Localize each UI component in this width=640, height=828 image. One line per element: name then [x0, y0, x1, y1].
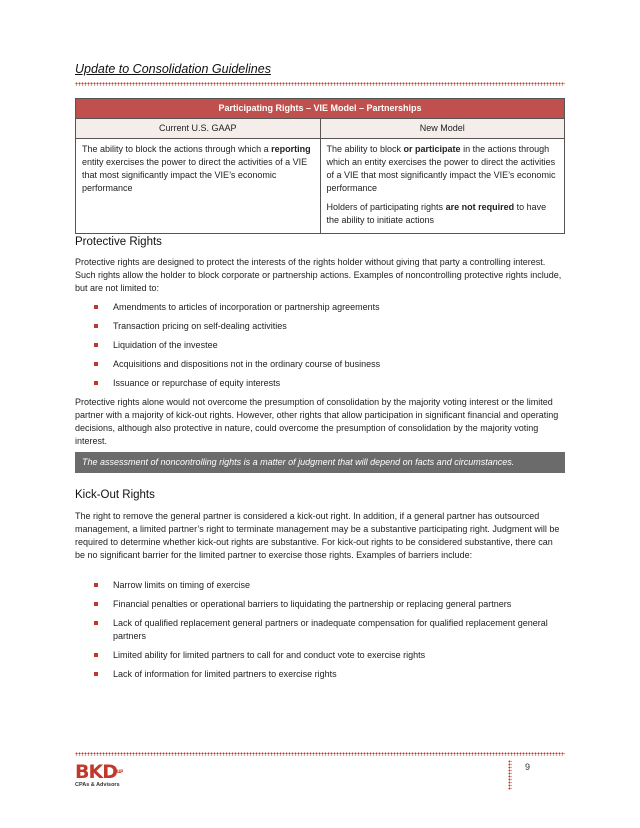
page-number: 9 — [525, 762, 531, 772]
new-model-text-2: Holders of participating rights are not required to have the ability to initiate actions — [326, 202, 547, 225]
logo-wordmark: BKDLLP — [75, 761, 123, 783]
bullet-icon — [94, 653, 98, 657]
bullet-icon — [94, 305, 98, 309]
bullet-icon — [94, 602, 98, 606]
header-dotted-rule — [75, 82, 565, 86]
list-item: Lack of information for limited partners to exercise rights — [75, 668, 565, 681]
list-item: Financial penalties or operational barriers to liquidating the partnership or replacing general partners — [75, 598, 565, 611]
new-model-cell — [320, 139, 565, 234]
bullet-icon — [94, 362, 98, 366]
bullet-icon — [94, 324, 98, 328]
current-gaap-text: The ability to block the actions through which a reporting entity exercises the power to direct the activities of a VIE that most significantly impact the VIE’s economic performance — [82, 144, 311, 193]
bkd-logo — [75, 762, 122, 788]
participating-rights-table — [75, 98, 565, 234]
new-model-text-1: The ability to block or participate in the actions through which an entity exercises the power to direct the activities of a VIE that most significantly impact the VIE’s economic performance — [326, 144, 556, 193]
protective-rights-intro: Protective rights are designed to protect the interests of the rights holder without giving that party a controlling interest. Such rights allow the holder to block corporate or partnership actions. Examples of noncontrolling protective rights include, but are not limited to: — [75, 257, 562, 293]
bullet-icon — [94, 672, 98, 676]
footer-dotted-rule — [75, 752, 565, 756]
list-item: Lack of qualified replacement general partners or inadequate compensation for qualified replacement general partners — [75, 617, 565, 643]
logo-tagline: CPAs & Advisors — [75, 782, 120, 788]
footer-vertical-dots — [508, 760, 512, 790]
protective-rights-heading: Protective Rights — [75, 236, 162, 248]
page-title: Update to Consolidation Guidelines — [75, 62, 271, 76]
kick-out-rights-heading: Kick-Out Rights — [75, 489, 155, 501]
column-header-new-model: New Model — [320, 119, 565, 139]
table-caption: Participating Rights – VIE Model – Partnerships — [76, 99, 565, 119]
kick-out-barriers-list — [75, 579, 565, 687]
list-item: Transaction pricing on self-dealing activities — [75, 320, 565, 333]
list-item: Narrow limits on timing of exercise — [75, 579, 565, 592]
current-gaap-cell — [76, 139, 321, 234]
kick-out-rights-intro: The right to remove the general partner is considered a kick-out right. In addition, if a general partner has outsourced management, a limited partner’s right to terminate management may be a substantive participating right. Judgment will be required to determine whether kick-out rights are substantive. For kick-out rights to be considered substantive, there can be no significant barrier for the limited partner to exercise those rights. Examples of barriers include: — [75, 511, 560, 560]
column-header-current-gaap: Current U.S. GAAP — [76, 119, 321, 139]
protective-rights-closing: Protective rights alone would not overcome the presumption of consolidation by the majority voting interest or the limited partner with a majority of kick-out rights. However, other rights that allow participation in significant financial and operating decisions, although also protective in nature, could overcome the presumption of consolidation by the majority voting interest. — [75, 397, 559, 446]
list-item: Liquidation of the investee — [75, 339, 565, 352]
bullet-icon — [94, 381, 98, 385]
list-item: Acquisitions and dispositions not in the ordinary course of business — [75, 358, 565, 371]
bullet-icon — [94, 621, 98, 625]
list-item: Limited ability for limited partners to call for and conduct vote to exercise rights — [75, 649, 565, 662]
bullet-icon — [94, 343, 98, 347]
protective-rights-list — [75, 301, 565, 396]
list-item: Amendments to articles of incorporation or partnership agreements — [75, 301, 565, 314]
bullet-icon — [94, 583, 98, 587]
list-item: Issuance or repurchase of equity interests — [75, 377, 565, 390]
judgment-callout: The assessment of noncontrolling rights is a matter of judgment that will depend on facts and circumstances. — [75, 452, 565, 473]
